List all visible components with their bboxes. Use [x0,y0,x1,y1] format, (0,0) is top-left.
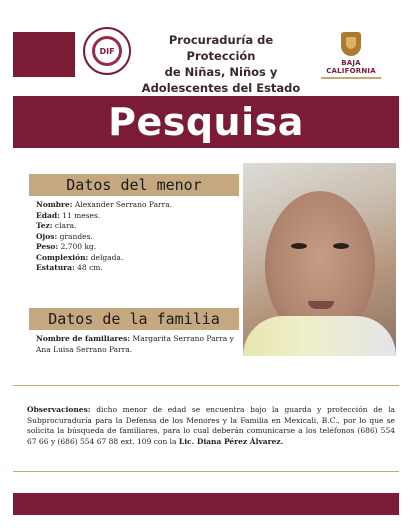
child-photo [243,163,396,356]
agency-title-line-1: Procuraduría de Protección [168,33,274,63]
observaciones-contact: Lic. Diana Pérez Álvarez. [178,436,284,446]
detail-row [36,232,236,243]
section-heading-menor-text: Datos del menor [66,176,202,194]
agency-title-line-3: Adolescentes del Estado [141,81,301,95]
detail-row [36,221,236,232]
section-heading-familia [29,308,239,330]
observaciones [27,405,395,447]
detail-row [36,211,236,222]
bottom-bar [13,493,399,515]
section-heading-menor [29,174,239,196]
top-left-block [13,32,75,77]
menor-details [36,200,236,274]
baja-california-logo [318,32,384,79]
child-mouth [308,301,334,309]
detail-label: Edad: [36,210,60,220]
state-logo-text: BAJA CALIFORNIA [326,59,376,75]
dif-logo [83,27,131,75]
detail-value: Alexander Serrano Parra. [74,200,173,209]
detail-value: 2.700 kg. [60,242,97,251]
detail-row [36,263,236,274]
detail-label: Tez: [36,221,53,230]
detail-value: delgada. [90,252,124,262]
detail-row [36,200,236,211]
familia-value: Margarita Serrano Parra y Ana Luisa Serrano Parra. [36,334,234,354]
detail-row [36,242,236,253]
dif-logo-text: DIF [99,46,115,56]
detail-value: 48 cm. [77,263,103,272]
detail-label: Peso: [36,242,59,251]
detail-label: Ojos: [36,231,58,241]
divider-top [13,385,399,386]
detail-value: clara. [54,221,77,230]
page-title: Pesquisa [108,100,304,144]
observaciones-text: dicho menor de edad se encuentra bajo la guarda y protección de la Subprocuraduría para la Defensa de los Menores y la Familia en Mexicali, B.C., por lo que se solicita la búsqueda de familiares, para lo cual deberán comunicarse a los teléfonos (686) 554 67 66 y (686) 554 67 88 ext. 109 con la [27,405,395,446]
familia-label: Nombre de familiares: [36,334,131,343]
familia-details [36,334,236,355]
detail-row [36,253,236,264]
detail-value: grandes. [59,231,93,241]
agency-title [136,32,306,96]
observaciones-label: Observaciones: [27,405,91,414]
child-blanket [243,316,396,356]
child-left-eye [291,243,307,249]
detail-value: 11 meses. [62,210,101,220]
detail-label: Estatura: [36,263,75,272]
state-shield-icon [341,32,361,56]
detail-label: Complexión: [36,252,89,262]
child-right-eye [333,243,349,249]
dif-logo-ring [92,36,122,66]
divider-bottom [13,471,399,472]
section-heading-familia-text: Datos de la familia [48,310,220,328]
title-banner [13,96,399,148]
detail-label: Nombre: [36,200,73,209]
state-logo-underline [321,77,381,79]
agency-title-line-2: de Niñas, Niños y [164,65,278,79]
